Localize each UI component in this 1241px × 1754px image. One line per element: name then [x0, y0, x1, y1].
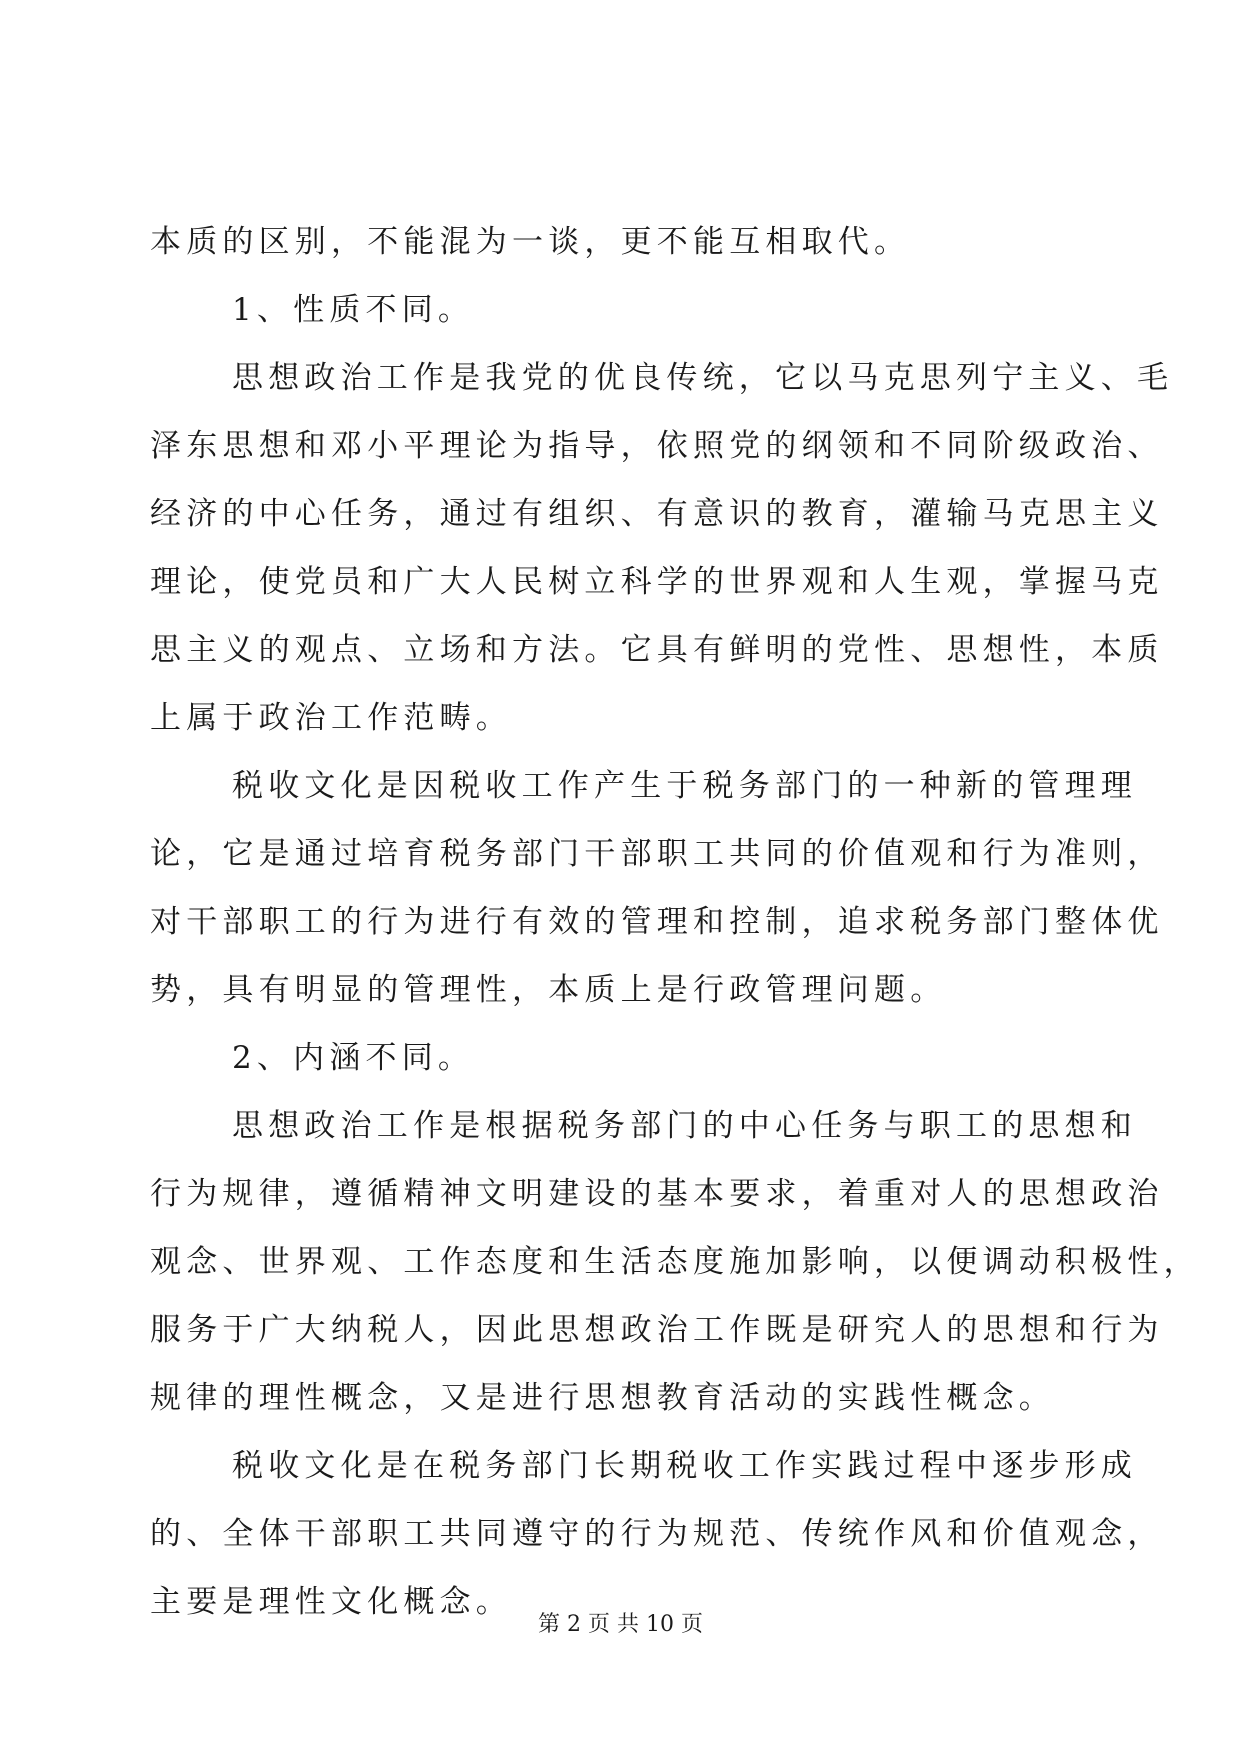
text-line: 规律的理性概念，又是进行思想教育活动的实践性概念。	[150, 1380, 1055, 1416]
text-line: 思想政治工作是根据税务部门的中心任务与职工的思想和	[232, 1108, 1137, 1144]
text-line: 上属于政治工作范畴。	[150, 700, 512, 736]
text-line: 经济的中心任务，通过有组织、有意识的教育，灌输马克思主义	[150, 496, 1164, 532]
text-line: 思主义的观点、立场和方法。它具有鲜明的党性、思想性，本质	[150, 632, 1164, 668]
text-line: 泽东思想和邓小平理论为指导，依照党的纲领和不同阶级政治、	[150, 428, 1164, 464]
text-line: 观念、世界观、工作态度和生活态度施加影响，以便调动积极性，	[150, 1244, 1200, 1280]
page-number-footer: 第 2 页 共 10 页	[538, 1612, 703, 1637]
text-line: 税收文化是因税收工作产生于税务部门的一种新的管理理	[232, 768, 1137, 804]
text-line: 服务于广大纳税人，因此思想政治工作既是研究人的思想和行为	[150, 1312, 1164, 1348]
text-line: 税收文化是在税务部门长期税收工作实践过程中逐步形成	[232, 1448, 1137, 1484]
text-line: 行为规律，遵循精神文明建设的基本要求，着重对人的思想政治	[150, 1176, 1164, 1212]
text-line: 势，具有明显的管理性，本质上是行政管理问题。	[150, 972, 947, 1008]
text-line: 的、全体干部职工共同遵守的行为规范、传统作风和价值观念，	[150, 1516, 1164, 1552]
document-body	[150, 208, 1200, 1636]
section-heading: 2、内涵不同。	[232, 1040, 475, 1076]
section-heading: 1、性质不同。	[232, 292, 475, 328]
text-line: 对干部职工的行为进行有效的管理和控制，追求税务部门整体优	[150, 904, 1164, 940]
text-line: 理论，使党员和广大人民树立科学的世界观和人生观，掌握马克	[150, 564, 1164, 600]
text-line: 论，它是通过培育税务部门干部职工共同的价值观和行为准则，	[150, 836, 1164, 872]
text-line: 主要是理性文化概念。	[150, 1584, 512, 1620]
text-line: 本质的区别，不能混为一谈，更不能互相取代。	[150, 224, 911, 260]
text-line: 思想政治工作是我党的优良传统，它以马克思列宁主义、毛	[232, 360, 1174, 396]
